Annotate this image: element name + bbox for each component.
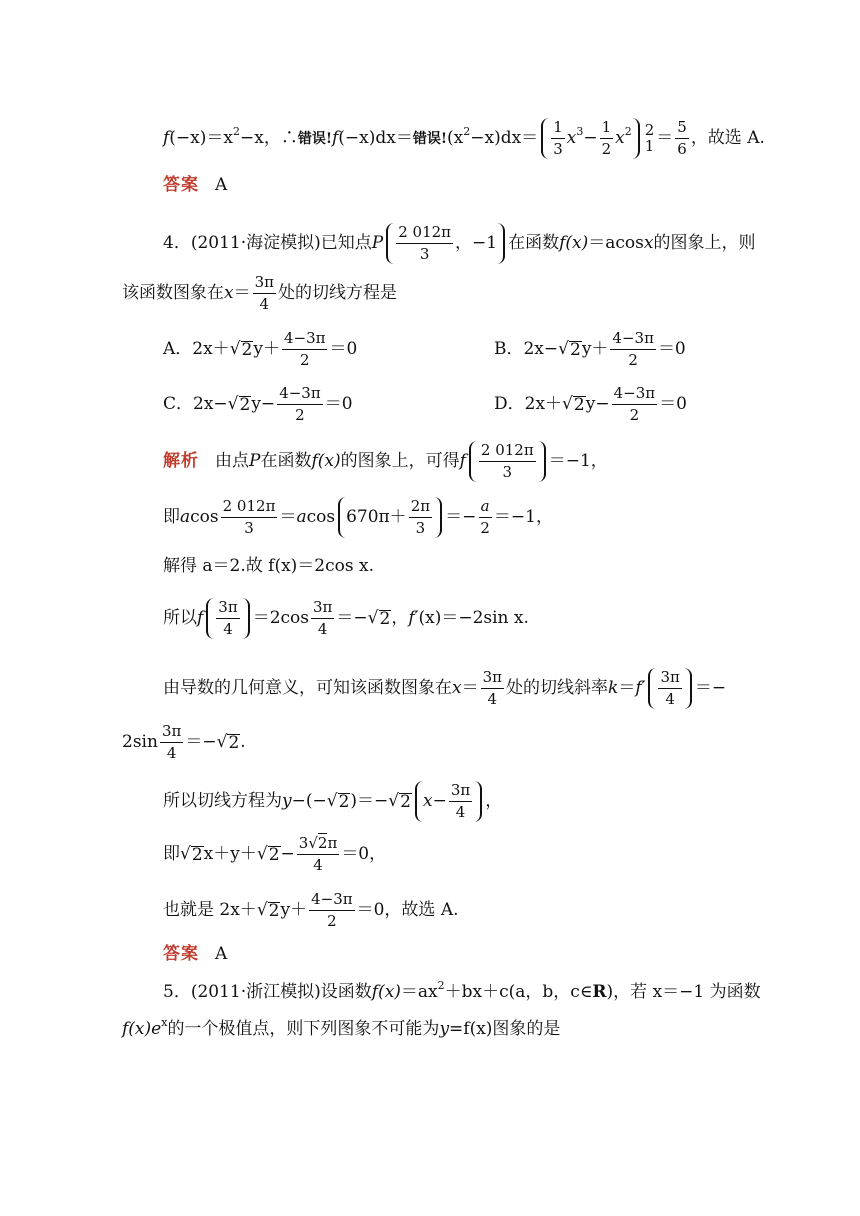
integral-limits: 2 1 [644,120,655,155]
answer-value: A [215,175,228,195]
text-f: f [331,128,339,148]
solution-line-8: 即 √ 2 x＋y＋ √ 2 − $\frac{3√2\pi}{4}$ ＝0， [163,834,387,874]
answer-label: 答案 [163,944,199,964]
answer-line-2 [163,946,227,963]
solution-line-6: 2sin $\frac{3\pi}{4}$ ＝− √ 2 . [122,722,246,762]
var-P: P [371,233,384,253]
var-x: x [615,128,625,148]
option-d: D．2x＋ √ 2 y− $\frac{4-3\pi}{2}$ ＝0 [494,384,687,424]
text-f: f [163,128,170,148]
text: ，故选 A. [690,128,765,148]
superscript: 3 [576,125,584,138]
fraction: $\frac{1}{3}$ [553,118,563,158]
text: (−x)dx＝ [338,128,413,148]
solution-line-3: 解得 a＝2.故 f(x)＝2cos x. [163,556,374,576]
sqrt: √ 2 [558,338,581,360]
solution-line-1: 解析 由点 P 在函数 f(x) 的图象上，可得 f $\frac{2 012\pi}{3}$ ＝−1， [163,441,608,481]
integral-line [163,118,765,159]
error-marker: 错误! [297,130,332,147]
sqrt: √ 2 [229,338,253,360]
text: (x [447,128,464,148]
sqrt: √ 2 [562,393,585,415]
text: ＝ [656,128,674,148]
fraction: $\frac{1}{2}$ [601,118,612,158]
q5-line-1: 5．(2011· 浙江模拟 )设函数 f(x) ＝ax 2 ＋bx＋c(a，b，c∈ R )，若 x＝−1 为函数 [163,979,761,1002]
text: (−x)＝x [169,128,233,148]
text: −x，∴ [239,128,298,148]
superscript: 2 [624,125,632,138]
text-fx: f(x) [559,233,589,253]
q5-line-2: f(x)e x 的一个极值点，则下列图象不可能为 y =f(x)图象的是 [122,1016,561,1039]
source-place: 海淀模拟 [246,233,315,253]
q4-line-1: 4．(2011· 海淀模拟 )已知点 P $\frac{2 012\pi}{3}$ ， −1 在函数 f(x) ＝a cos x 的图象上，则 [163,223,756,263]
var-x: x [566,128,577,148]
solution-line-4: 所以 f $\frac{3\pi}{4}$ ＝2cos $\frac{3\pi}{4}$ ＝− √ 2 ， f′ (x)＝−2sin x. [163,598,529,638]
solution-line-7: 所以切线方程为 y −(− √ 2 )＝− √ 2 x − $\frac{3\pi}{4}$ ， [163,781,503,821]
source-place: 浙江模拟 [246,982,315,1002]
solution-line-2: 即 a cos $\frac{2 012\pi}{3}$ ＝ a cos 670π＋ $\frac{2\pi}{3}$ ＝− $\frac{a}{2}$ ＝−1， [163,497,553,537]
answer-value: A [215,944,228,964]
text: − [583,128,598,148]
option-c: C．2x− √ 2 y− $\frac{4-3\pi}{2}$ ＝0 [163,384,353,424]
error-marker: 错误! [412,130,448,147]
option-b: B．2x− √ 2 y＋ $\frac{4-3\pi}{2}$ ＝0 [494,329,686,369]
option-a: A．2x＋ √ 2 y＋ $\frac{4-3\pi}{2}$ ＝0 [163,329,358,369]
answer-label: 答案 [163,175,199,195]
superscript: 2 [232,125,240,138]
sqrt: √ 2 [227,393,251,415]
text: −x)dx＝ [470,128,539,148]
solution-line-9: 也就是 2x＋ √ 2 y＋ $\frac{4-3\pi}{2}$ ＝0，故选 A. [163,890,459,930]
solution-line-5: 由导数的几何意义，可知该函数图象在 x ＝ $\frac{3\pi}{4}$ 处的切线斜率 k ＝ f′ $\frac{3\pi}{4}$ ＝− [163,668,727,708]
solution-label: 解析 [163,451,199,471]
fraction: $\frac{5}{6}$ [677,118,687,158]
answer-line [163,177,227,194]
point-bracket: $\frac{2 012\pi}{3}$ ， −1 [386,223,505,264]
q4-line-2: 该函数图象在 x ＝ $\frac{3\pi}{4}$ 处的切线方程是 [122,273,397,313]
antiderivative-bracket [541,118,640,159]
superscript: 2 [463,125,471,138]
